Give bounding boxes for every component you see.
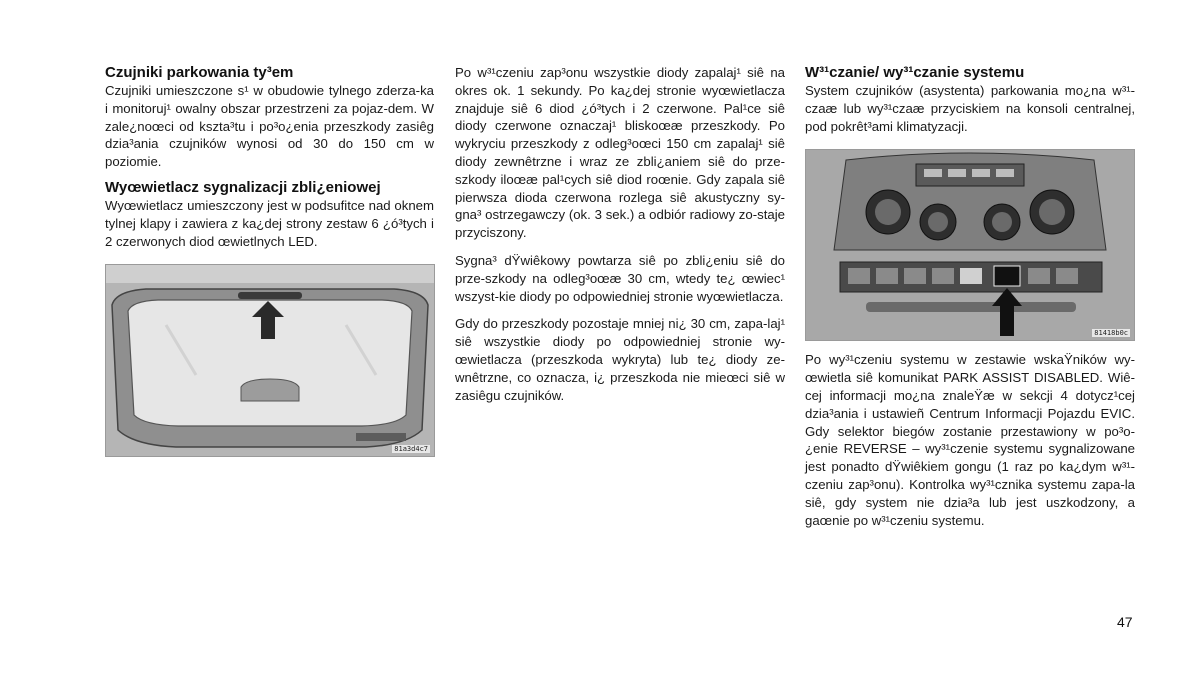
right-column [805,64,1135,529]
figure-code: 81a3d4c7 [394,445,428,454]
heading-enable-disable: W³¹czanie/ wy³¹czanie systemu [805,64,1025,81]
paragraph-sensors-description: Czujniki umieszczone s¹ w obudowie tylnego zderza-ka i monitoruj¹ owalny obszar przestrzeni za pojaz-dem. W zale¿noœci od kszta³tu i po³o¿enia przeszkody zasiêg dzia³ania czujników wynosi od 30 do 150 cm w poziomie. [105,83,434,170]
figure-center-console [805,149,1135,341]
paragraph-switch-location: System czujników (asystenta) parkowania mo¿na w³¹-czaæ lub wy³¹czaæ przyciskiem na konsoli centralnej, pod pokrêt³ami klimatyzacji. [805,83,1135,134]
console-illustration [806,150,1134,340]
page-number: 47 [1117,614,1133,630]
rear-window-illustration [106,265,434,456]
figure-rear-window-display [105,264,435,457]
figure-code: 81418b0c [1094,329,1128,338]
paragraph-disabled-message: Po wy³¹czeniu systemu w zestawie wskaŸników wy-œwietla siê komunikat PARK ASSIST DISABLED. Wiê-cej informacji mo¿na znaleŸæ w sekcji 4 dotycz¹cej dzia³ania i ustawieñ Centrum Informacji Pojazdu EVIC. Gdy selektor biegów zostanie przestawiony w po³o-¿enie REVERSE – wy³¹czenie systemu sygnalizowane jest ponadto dŸwiêkiem gongu (1 raz po ka¿dym w³¹-czeniu zap³onu). Kontrolka wy³¹cznika systemu zapa-la siê, gdy system nie dzia³a lub jest uszkodzony, a gaœnie po w³¹czeniu systemu. [805,352,1135,528]
paragraph-display-description: Wyœwietlacz umieszczony jest w podsufitce nad oknem tylnej klapy i zawiera z ka¿dej strony zestaw 6 ¿ó³tych i 2 czerwonych diod œwietlnych LED. [105,197,434,249]
left-column [105,64,434,457]
paragraph-close-obstacle: Gdy do przeszkody pozostaje mniej ni¿ 30 cm, zapa-laj¹ siê wszystkie diody po odpowiedniej stronie wy-œwietlacza (przeszkoda wykryta) lub te¿ diody ze-wnêtrzne, co oznacza, i¿ przeszkoda nie mieœci siê w zasiêgu czujników. [455,316,785,403]
middle-column [455,64,785,404]
heading-proximity-display: Wyœwietlacz sygnalizacji zbli¿eniowej [105,178,381,196]
heading-parking-sensors: Czujniki parkowania ty³em [105,64,294,81]
paragraph-startup-behaviour: Po w³¹czeniu zap³onu wszystkie diody zapalaj¹ siê na okres ok. 1 sekundy. Po ka¿dej stronie wyœwietlacza znajduje siê 6 diod ¿ó³tych i 2 czerwone. Pal¹ce siê diody czerwone oznaczaj¹ bliskoœæ przeszkody. Po wykryciu przeszkody z odleg³oœci 150 cm zapalaj¹ siê diody zewnêtrzne i wraz ze zbli¿aniem siê do prze-szkody iloœæ pal¹cych siê diod roœnie. Gdy zapala siê pierwsza dioda czerwona rozlega siê akustyczny sy-gna³ ostrzegawczy (ok. 3 sek.) a odbiór radiowy zo-staje przyciszony. [455,65,785,241]
paragraph-signal-repeat: Sygna³ dŸwiêkowy powtarza siê po zbli¿eniu siê do prze-szkody na odleg³oœæ 30 cm, wtedy te¿ œwiec¹ wszyst-kie diody po odpowiedniej stronie wyœwietlacza. [455,252,785,304]
